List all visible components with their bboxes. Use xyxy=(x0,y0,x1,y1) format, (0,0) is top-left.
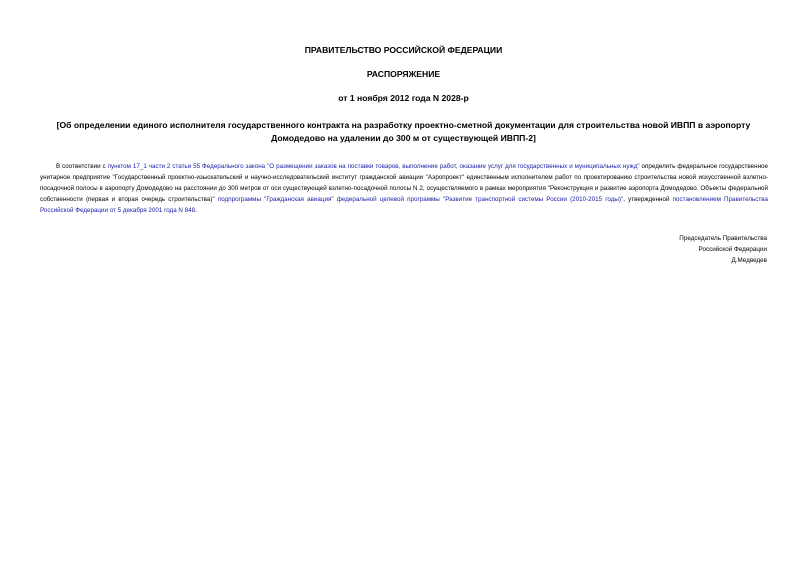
body-text-4: . xyxy=(195,207,197,214)
body-paragraph xyxy=(40,161,768,216)
resolution-reference-link[interactable]: постановлением Правительства Российской Федерации от 5 декабря 2001 года N 848 xyxy=(40,196,768,214)
date-number-heading: от 1 ноября 2012 года N 2028-р xyxy=(338,93,469,103)
signature-position: Председатель Правительства xyxy=(679,235,767,242)
law-reference-link[interactable]: пунктом 17_1 части 2 статьи 55 Федерального закона "О размещении заказов на поставки товаров, выполнение работ, оказание услуг для государственных и муниципальных нужд" xyxy=(107,163,640,170)
subprogram-reference-link[interactable]: подпрограммы "Гражданская авиация" федеральной целевой программы "Развитие транспортной системы России (2010-2015 годы)" xyxy=(217,196,624,203)
body-text-1: В соответствии с xyxy=(56,163,108,170)
signature-name: Д.Медведев xyxy=(731,257,767,264)
body-text-2: определить федеральное государственное унитарное предприятие "Государственный проектно-изыскательский и научно-исследовательский институт гражданской авиации "Аэропроект" единственным исполнителем работ по проектированию строительства новой искусственной взлетно-посадочной полосы в аэропорту Домодедово на расстоянии до 300 метров от оси существующей взлетно-посадочной полосы N 2, осуществляемого в рамках мероприятия "Реконструкция и развитие аэропорта Домодедово. Объекты федеральной собственности (первая и вторая очередь строительства)" xyxy=(40,163,768,203)
body-text-3: , утвержденной xyxy=(623,196,673,203)
document-type-heading: РАСПОРЯЖЕНИЕ xyxy=(366,69,441,79)
document-title: [Об определении единого исполнителя государственного контракта на разработку проектно-сметной документации для строительства новой ИВПП в аэропорту Домодедово на удалении до 300 м от существующей ИВПП-2] xyxy=(56,120,751,143)
signature-block xyxy=(567,233,767,266)
government-heading: ПРАВИТЕЛЬСТВО РОССИЙСКОЙ ФЕДЕРАЦИИ xyxy=(304,45,503,55)
signature-organization: Российской Федерации xyxy=(698,246,767,253)
